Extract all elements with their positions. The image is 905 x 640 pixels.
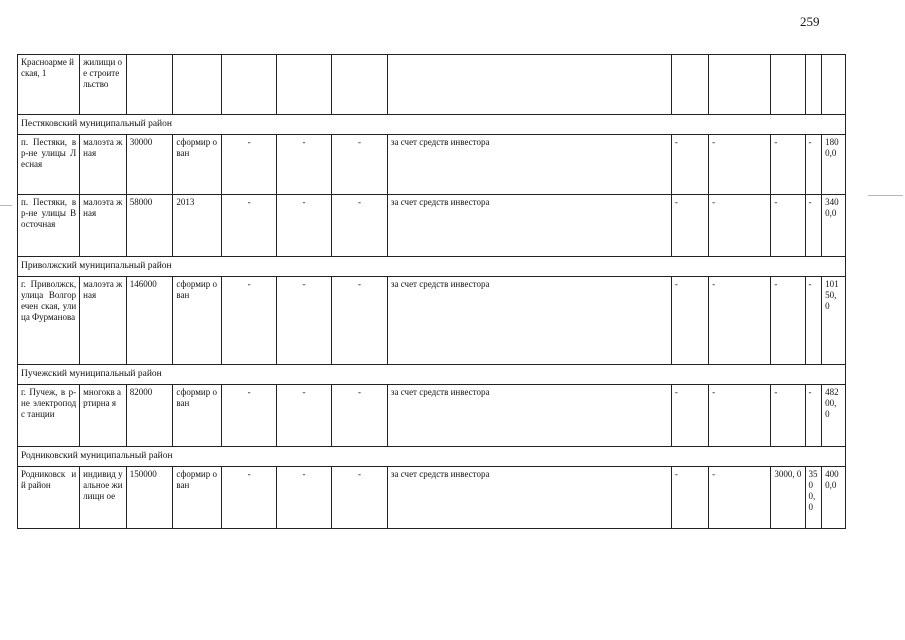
cell-empty xyxy=(331,55,387,115)
cell-dash: - xyxy=(222,467,277,529)
cell-value: - xyxy=(805,385,822,447)
cell-total: 340 0,0 xyxy=(822,195,846,257)
cell-value: - xyxy=(805,135,822,195)
cell-dash: - xyxy=(709,467,771,529)
cell-dash: - xyxy=(277,277,332,365)
cell-dash: - xyxy=(222,277,277,365)
margin-mark-right xyxy=(868,195,903,196)
cell-dash: - xyxy=(277,385,332,447)
cell-area: 150000 xyxy=(126,467,173,529)
cell-dash: - xyxy=(709,385,771,447)
section-row xyxy=(18,115,846,135)
cell-location: Красноарме йская, 1 xyxy=(18,55,80,115)
cell-dash: - xyxy=(222,135,277,195)
margin-mark-left xyxy=(0,205,12,206)
cell-status: 2013 xyxy=(173,195,222,257)
cell-dash: - xyxy=(277,135,332,195)
cell-purpose: жилищи ое строите льство xyxy=(80,55,127,115)
cell-area: 58000 xyxy=(126,195,173,257)
land-plots-table xyxy=(17,54,846,529)
cell-empty xyxy=(173,55,222,115)
cell-dash: - xyxy=(331,385,387,447)
section-row xyxy=(18,447,846,467)
cell-dash: - xyxy=(222,385,277,447)
cell-dash: - xyxy=(671,467,708,529)
cell-dash: - xyxy=(671,385,708,447)
cell-empty xyxy=(805,55,822,115)
section-title: Пучежский муниципальный район xyxy=(18,365,846,385)
cell-dash: - xyxy=(331,277,387,365)
cell-dash: - xyxy=(277,467,332,529)
cell-empty xyxy=(771,55,805,115)
cell-funding-source: за счет средств инвестора xyxy=(387,467,671,529)
table-row xyxy=(18,195,846,257)
cell-status: сформир ован xyxy=(173,467,222,529)
section-title: Родниковский муниципальный район xyxy=(18,447,846,467)
cell-empty xyxy=(387,55,671,115)
cell-dash: - xyxy=(709,277,771,365)
cell-total: 400 0,0 xyxy=(822,467,846,529)
cell-value: 350 0,0 xyxy=(805,467,822,529)
cell-dash: - xyxy=(277,195,332,257)
cell-empty xyxy=(277,55,332,115)
section-title: Приволжский муниципальный район xyxy=(18,257,846,277)
section-title: Пестяковский муниципальный район xyxy=(18,115,846,135)
cell-value: - xyxy=(805,277,822,365)
cell-dash: - xyxy=(671,277,708,365)
cell-empty xyxy=(822,55,846,115)
cell-value: - xyxy=(805,195,822,257)
section-row xyxy=(18,257,846,277)
table-row xyxy=(18,467,846,529)
cell-dash: - xyxy=(709,195,771,257)
cell-location: г. Пучеж, в р-не электроподс танции xyxy=(18,385,80,447)
cell-purpose: индивид уальное жилищн ое xyxy=(80,467,127,529)
cell-dash: - xyxy=(709,135,771,195)
cell-purpose: малоэта жная xyxy=(80,195,127,257)
table-row xyxy=(18,277,846,365)
cell-value: - xyxy=(771,195,805,257)
cell-funding-source: за счет средств инвестора xyxy=(387,135,671,195)
cell-total: 101 50, 0 xyxy=(822,277,846,365)
cell-status: сформир ован xyxy=(173,135,222,195)
cell-dash: - xyxy=(671,195,708,257)
cell-dash: - xyxy=(671,135,708,195)
cell-location: п. Пестяки, в р-не улицы Лесная xyxy=(18,135,80,195)
cell-empty xyxy=(222,55,277,115)
cell-dash: - xyxy=(331,467,387,529)
cell-value: - xyxy=(771,385,805,447)
cell-status: сформир ован xyxy=(173,277,222,365)
cell-empty xyxy=(709,55,771,115)
cell-area: 146000 xyxy=(126,277,173,365)
cell-funding-source: за счет средств инвестора xyxy=(387,277,671,365)
cell-dash: - xyxy=(331,135,387,195)
cell-dash: - xyxy=(222,195,277,257)
cell-total: 482 00, 0 xyxy=(822,385,846,447)
section-row xyxy=(18,365,846,385)
cell-dash: - xyxy=(331,195,387,257)
cell-value: - xyxy=(771,135,805,195)
cell-total: 180 0,0 xyxy=(822,135,846,195)
cell-value: - xyxy=(771,277,805,365)
cell-funding-source: за счет средств инвестора xyxy=(387,385,671,447)
cell-empty xyxy=(126,55,173,115)
cell-empty xyxy=(671,55,708,115)
cell-location: г. Приволжск, улица Волгоречен ская, улица Фурманова xyxy=(18,277,80,365)
cell-area: 30000 xyxy=(126,135,173,195)
cell-area: 82000 xyxy=(126,385,173,447)
table-row xyxy=(18,385,846,447)
cell-value: 3000, 0 xyxy=(771,467,805,529)
cell-purpose: многокв артирна я xyxy=(80,385,127,447)
cell-location: Родниковск ий район xyxy=(18,467,80,529)
cell-purpose: малоэта жная xyxy=(80,277,127,365)
cell-funding-source: за счет средств инвестора xyxy=(387,195,671,257)
table-row xyxy=(18,135,846,195)
cell-location: п. Пестяки, в р-не улицы Восточная xyxy=(18,195,80,257)
page-number: 259 xyxy=(800,14,820,29)
cell-purpose: малоэта жная xyxy=(80,135,127,195)
cell-status: сформир ован xyxy=(173,385,222,447)
table-row xyxy=(18,55,846,115)
